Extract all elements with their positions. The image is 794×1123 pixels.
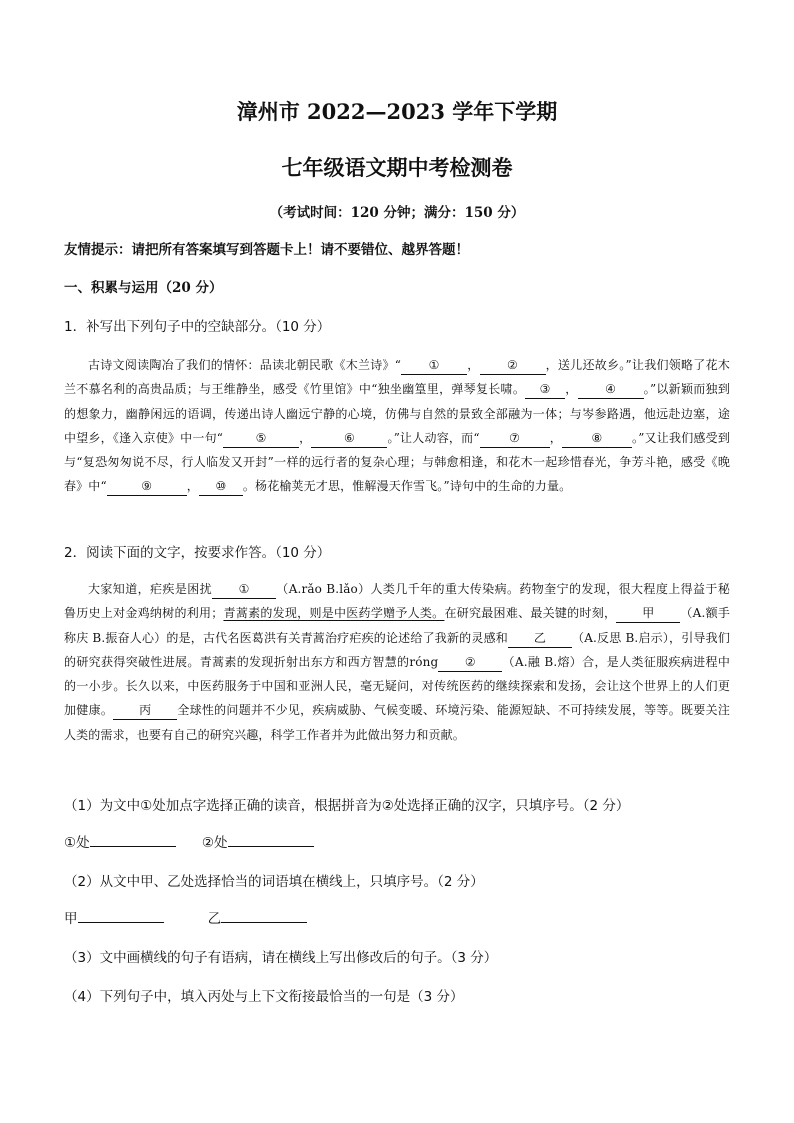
- blank-q2-1: ①: [212, 580, 276, 599]
- passage-text: ，: [565, 382, 578, 397]
- answer-label: 甲: [64, 911, 78, 927]
- blank-8: ⑧: [562, 429, 632, 448]
- answer-slot[interactable]: [64, 907, 164, 927]
- exam-info: （考试时间：120 分钟；满分：150 分）: [269, 205, 525, 221]
- question-1-prompt: 1．补写出下列句子中的空缺部分。（10 分）: [64, 319, 331, 335]
- blank-2: ②: [480, 356, 546, 375]
- blank-jia: 甲: [616, 604, 680, 623]
- blank-yi: 乙: [508, 629, 572, 648]
- blank-q2-2: ②: [438, 653, 502, 672]
- blank-7: ⑦: [480, 429, 550, 448]
- sub-question-1: （1）为文中①处加点字选择正确的读音，根据拼音为②处选择正确的汉字，只填序号。（2 分）: [64, 798, 630, 814]
- passage-text: 大家知道，疟疾是困扰: [88, 582, 213, 596]
- passage-text: （A.rǎo B.lǎo）人类几千年的重大传染病。药物奎宁的发现，很大程度上得益于秘鲁历史上对金鸡纳树的利用；: [64, 582, 730, 621]
- passage-text: 。”让人动容，而“: [387, 430, 480, 445]
- blank-10: ⑩: [199, 477, 243, 496]
- blank-1: ①: [401, 356, 467, 375]
- passage-text: ，: [299, 430, 312, 445]
- sub-question-4: （4）下列句子中，填入丙处与上下文衔接最恰当的一句是（3 分）: [64, 989, 464, 1005]
- question-2-prompt: 2．阅读下面的文字，按要求作答。（10 分）: [64, 545, 331, 561]
- sub-question-3: （3）文中画横线的句子有语病，请在横线上写出修改后的句子。（3 分）: [64, 950, 498, 966]
- passage-text: （A.反思 B.启示），引导我们的研究获得突破性进展。青蒿素的发现折射出东方和西方智慧的róng: [64, 630, 730, 669]
- passage-text: （A.额手称庆 B.振奋人心）的是，古代名医葛洪有关青蒿治疗疟疾的论述给了我新的灵感和: [64, 606, 731, 645]
- passage-text: 。杨花榆荚无才思，惟解漫天作雪飞。”诗句中的生命的力量。: [242, 479, 572, 494]
- passage-text: ，: [467, 358, 480, 372]
- passage-text: ，送儿还故乡。”让我们领略了花木兰不慕名利的高贵品质；与王维静坐，感受《竹里馆》中“独坐幽篁里，弹琴复长啸。: [64, 358, 730, 397]
- exam-title-line2: 七年级语文期中考检测卷: [281, 155, 513, 180]
- answer-slot[interactable]: [202, 831, 314, 851]
- passage-text: ，: [186, 479, 199, 494]
- answer-line[interactable]: [78, 908, 164, 923]
- blank-4: ④: [578, 380, 644, 399]
- answer-label: 乙: [207, 911, 222, 927]
- answer-line[interactable]: [228, 832, 314, 847]
- friendly-tip: 友情提示：请把所有答案填写到答题卡上！请不要错位、越界答题！: [64, 242, 469, 258]
- answer-slot[interactable]: [64, 831, 176, 851]
- blank-bing: 丙: [113, 701, 177, 720]
- answer-line[interactable]: [90, 832, 176, 847]
- answer-line[interactable]: [221, 908, 307, 923]
- sub-question-2: （2）从文中甲、乙处选择恰当的词语填在横线上，只填序号。（2 分）: [64, 874, 484, 890]
- sub-question-2-answers: [64, 907, 329, 927]
- passage-text: 全球性的问题并不少见，疾病威胁、气候变暖、环境污染、能源短缺、不可持续发展，等等。既要关注人类的需求，也要有自己的研究兴趣，科学工作者并为此做出努力和贡献。: [64, 703, 730, 742]
- section-heading: 一、积累与运用（20 分）: [64, 280, 223, 296]
- answer-label: ①处: [64, 835, 90, 851]
- exam-title-line1: 漳州市 2022—2023 学年下学期: [236, 99, 558, 124]
- question-2-passage: [64, 577, 730, 747]
- blank-9: ⑨: [107, 477, 187, 496]
- passage-text: （A.融 B.熔）合，是人类征服疾病进程中的一小步。长久以来，中医药服务于中国和亚洲人民，毫无疑问，对传统医药的继续探索和发扬，会让这个世界上的人们更加健康。: [64, 654, 730, 718]
- passage-text: 。”以新颖而独到的想象力，幽静闲远的语调，传递出诗人幽远宁静的心境，仿佛与自然的景致全部融为一体；与岑参路遇，他远赴边塞，途中望乡，《逢入京使》中一句“: [64, 382, 730, 445]
- underlined-sentence: 青蒿素的发现，则是中医药学赠予人类。: [223, 606, 445, 621]
- passage-text: 。”又让我们感受到与“复恐匆匆说不尽，行人临发又开封”一样的远行者的复杂心理；与韩愈相逢，和花木一起珍惜春光，争芳斗艳，感受《晚春》中“: [64, 430, 731, 494]
- blank-5: ⑤: [223, 429, 299, 448]
- passage-text: 在研究最困难、最关键的时刻，: [444, 606, 617, 621]
- passage-text: ，: [549, 430, 562, 445]
- answer-label: ②处: [201, 835, 228, 851]
- blank-6: ⑥: [311, 429, 387, 448]
- passage-text: 古诗文阅读陶冶了我们的情怀：品读北朝民歌《木兰诗》“: [88, 358, 402, 372]
- question-1-passage: [64, 353, 730, 499]
- blank-3: ③: [525, 380, 565, 399]
- sub-question-1-answers: [64, 831, 336, 851]
- answer-slot[interactable]: [208, 907, 308, 927]
